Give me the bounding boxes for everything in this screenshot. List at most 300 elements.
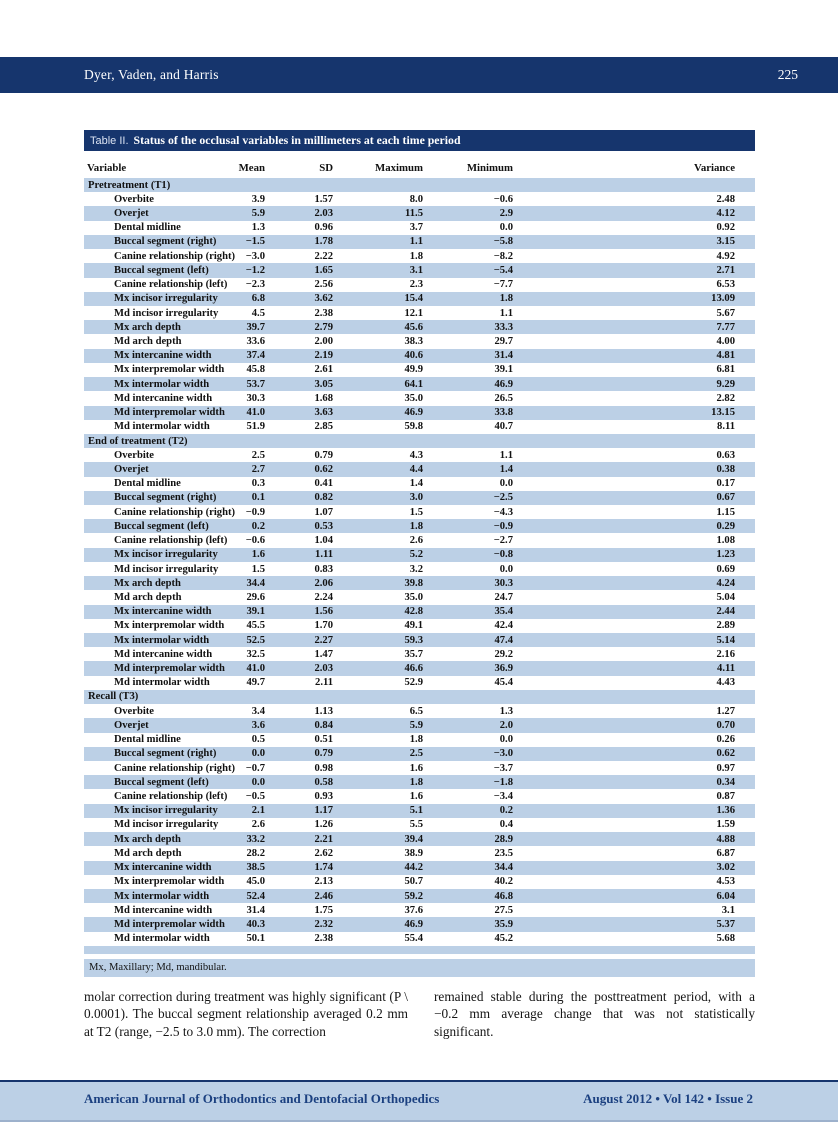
row-value: 0.82 (314, 492, 333, 504)
row-variable-label: Md intermolar width (114, 421, 210, 433)
row-value: 1.47 (314, 648, 333, 660)
row-value: −1.8 (493, 776, 513, 788)
row-value: 0.0 (499, 478, 513, 490)
row-value: 31.4 (494, 350, 513, 362)
row-value: 4.12 (716, 208, 735, 220)
row-value: 33.2 (246, 833, 265, 845)
row-value: 34.4 (494, 862, 513, 874)
table-row (84, 320, 755, 334)
row-value: 2.27 (314, 634, 333, 646)
row-value: 1.78 (314, 236, 333, 248)
row-value: 0.0 (251, 748, 265, 760)
table-label: Table II. (90, 135, 129, 147)
row-value: −3.4 (493, 791, 513, 803)
row-variable-label: Buccal segment (left) (114, 776, 209, 788)
row-variable-label: Mx incisor irregularity (114, 805, 218, 817)
row-variable-label: Md intermolar width (114, 933, 210, 945)
section-header-row: End of treatment (T2) (84, 434, 755, 448)
row-value: 3.02 (716, 862, 735, 874)
row-value: 40.7 (494, 421, 513, 433)
row-value: 59.8 (404, 421, 423, 433)
row-value: 1.4 (499, 463, 513, 475)
row-value: 4.5 (251, 307, 265, 319)
row-value: 1.8 (409, 520, 423, 532)
row-value: 45.5 (246, 620, 265, 632)
row-value: 35.7 (404, 648, 423, 660)
column-header-maximum: Maximum (375, 162, 423, 174)
table-row (84, 875, 755, 889)
running-head-authors: Dyer, Vaden, and Harris (84, 67, 219, 82)
row-value: 2.48 (716, 193, 735, 205)
table-row (84, 448, 755, 462)
row-variable-label: Mx intermolar width (114, 378, 210, 390)
row-variable-label: Mx interpremolar width (114, 364, 225, 376)
row-value: −4.3 (493, 506, 513, 518)
row-value: 5.04 (716, 591, 735, 603)
row-value: 1.1 (499, 449, 513, 461)
row-value: 38.9 (404, 847, 423, 859)
row-variable-label: Mx incisor irregularity (114, 293, 218, 305)
row-value: 6.8 (251, 293, 265, 305)
row-value: 3.4 (251, 705, 265, 717)
row-value: 41.0 (246, 663, 265, 675)
row-value: 1.1 (409, 236, 423, 248)
row-value: 3.63 (314, 407, 333, 419)
row-value: 1.5 (251, 563, 265, 575)
row-value: 3.1 (721, 904, 735, 916)
table-row (84, 619, 755, 633)
row-value: 0.79 (314, 748, 333, 760)
table-row (84, 519, 755, 533)
row-value: 0.53 (314, 520, 333, 532)
row-value: −0.5 (245, 791, 265, 803)
row-value: 27.5 (494, 904, 513, 916)
row-value: 0.29 (716, 520, 735, 532)
table-row (84, 861, 755, 875)
row-variable-label: Mx intercanine width (114, 350, 212, 362)
table-row (84, 491, 755, 505)
row-value: 1.70 (314, 620, 333, 632)
row-variable-label: Md arch depth (114, 847, 182, 859)
row-value: 3.05 (314, 378, 333, 390)
row-variable-label: Mx interpremolar width (114, 620, 225, 632)
row-value: −5.4 (493, 264, 513, 276)
row-value: 2.9 (499, 208, 513, 220)
row-value: 52.4 (246, 890, 265, 902)
row-value: 0.0 (499, 222, 513, 234)
row-variable-label: Mx interpremolar width (114, 876, 225, 888)
row-value: 2.71 (716, 264, 735, 276)
row-variable-label: Canine relationship (right) (114, 506, 236, 518)
row-variable-label: Buccal segment (right) (114, 236, 217, 248)
row-value: 59.2 (404, 890, 423, 902)
row-value: 0.2 (251, 520, 265, 532)
table-body (84, 178, 755, 946)
row-value: 1.3 (499, 705, 513, 717)
row-value: 0.17 (716, 478, 735, 490)
row-value: 46.9 (404, 918, 423, 930)
row-value: 4.3 (409, 449, 423, 461)
row-value: 47.4 (494, 634, 513, 646)
row-value: 6.5 (409, 705, 423, 717)
row-value: 0.2 (499, 805, 513, 817)
row-variable-label: Mx arch depth (114, 577, 181, 589)
row-value: 2.03 (314, 208, 333, 220)
table-row (84, 533, 755, 547)
row-value: 2.85 (314, 421, 333, 433)
row-value: 0.3 (251, 478, 265, 490)
row-value: 59.3 (404, 634, 423, 646)
row-value: 33.8 (494, 407, 513, 419)
row-value: 4.4 (409, 463, 423, 475)
row-value: 1.68 (314, 392, 333, 404)
row-value: 1.13 (314, 705, 333, 717)
row-variable-label: Dental midline (114, 222, 181, 234)
row-value: 2.46 (314, 890, 333, 902)
row-value: 1.8 (499, 293, 513, 305)
table-row (84, 605, 755, 619)
row-value: 30.3 (246, 392, 265, 404)
table-bottom-strip (84, 946, 755, 954)
table-footnote: Mx, Maxillary; Md, mandibular. (84, 959, 755, 977)
row-variable-label: Canine relationship (right) (114, 250, 236, 262)
table-row (84, 562, 755, 576)
table-row (84, 704, 755, 718)
row-value: 0.97 (716, 762, 735, 774)
table-row (84, 733, 755, 747)
row-value: 2.6 (409, 535, 423, 547)
row-value: 2.38 (314, 307, 333, 319)
row-value: 1.8 (409, 250, 423, 262)
row-value: 0.87 (716, 791, 735, 803)
row-value: 32.5 (246, 648, 265, 660)
row-value: 30.3 (494, 577, 513, 589)
running-head-bar (0, 57, 838, 93)
row-variable-label: Mx intermolar width (114, 634, 210, 646)
row-value: 31.4 (246, 904, 265, 916)
row-value: 49.1 (404, 620, 423, 632)
row-value: 28.2 (246, 847, 265, 859)
row-value: 0.0 (499, 563, 513, 575)
row-value: 36.9 (494, 663, 513, 675)
row-value: 1.56 (314, 606, 333, 618)
row-value: 5.37 (716, 918, 735, 930)
row-value: 1.3 (251, 222, 265, 234)
row-value: 38.3 (404, 336, 423, 348)
row-variable-label: Buccal segment (left) (114, 264, 209, 276)
row-value: 45.8 (246, 364, 265, 376)
table-row (84, 391, 755, 405)
row-variable-label: Mx arch depth (114, 833, 181, 845)
row-value: 13.09 (711, 293, 735, 305)
row-value: −0.6 (493, 193, 513, 205)
row-value: 1.6 (409, 762, 423, 774)
row-value: 1.5 (409, 506, 423, 518)
row-value: 2.24 (314, 591, 333, 603)
row-value: 0.98 (314, 762, 333, 774)
row-value: 0.5 (251, 734, 265, 746)
row-value: 8.0 (409, 193, 423, 205)
row-value: 1.07 (314, 506, 333, 518)
page-number: 225 (777, 67, 798, 82)
table-row (84, 917, 755, 931)
table-row (84, 775, 755, 789)
row-value: 40.2 (494, 876, 513, 888)
row-value: 5.5 (409, 819, 423, 831)
row-value: −7.7 (493, 279, 513, 291)
row-value: 39.1 (246, 606, 265, 618)
row-value: 4.43 (716, 677, 735, 689)
row-value: 1.1 (499, 307, 513, 319)
row-value: 3.1 (409, 264, 423, 276)
row-variable-label: Dental midline (114, 478, 181, 490)
row-value: 2.0 (499, 719, 513, 731)
row-value: −8.2 (493, 250, 513, 262)
row-value: −0.7 (245, 762, 265, 774)
row-value: 23.5 (494, 847, 513, 859)
row-value: 41.0 (246, 407, 265, 419)
row-variable-label: Canine relationship (right) (114, 762, 236, 774)
table-row (84, 747, 755, 761)
row-value: −1.2 (245, 264, 265, 276)
table-row (84, 306, 755, 320)
row-value: 6.04 (716, 890, 735, 902)
row-variable-label: Overjet (114, 463, 149, 475)
body-text-left-column: molar correction during treatment was highly significant (P \ 0.0001). The buccal segment relationship averaged 0.2 mm at T2 (range, −2.5 to 3.0 mm). The correction (84, 989, 408, 1039)
table-row (84, 761, 755, 775)
row-value: −2.7 (493, 535, 513, 547)
row-value: 39.4 (404, 833, 423, 845)
column-header-sd: SD (319, 162, 333, 174)
row-variable-label: Overjet (114, 208, 149, 220)
row-value: 5.68 (716, 933, 735, 945)
body-text-right-column: remained stable during the posttreatment period, with a −0.2 mm average change that was not statistically significant. (434, 989, 755, 1039)
row-value: 5.14 (716, 634, 735, 646)
row-value: 33.3 (494, 321, 513, 333)
row-value: 45.6 (404, 321, 423, 333)
row-value: 39.7 (246, 321, 265, 333)
row-value: 2.11 (315, 677, 333, 689)
row-value: −3.7 (493, 762, 513, 774)
row-value: 37.4 (246, 350, 265, 362)
row-value: 45.2 (494, 933, 513, 945)
row-value: 4.00 (716, 336, 735, 348)
row-value: −3.0 (245, 250, 265, 262)
table-row (84, 548, 755, 562)
row-variable-label: Canine relationship (left) (114, 791, 228, 803)
row-value: −0.9 (493, 520, 513, 532)
row-variable-label: Md intermolar width (114, 677, 210, 689)
row-value: 3.62 (314, 293, 333, 305)
row-value: 0.70 (716, 719, 735, 731)
table-row (84, 249, 755, 263)
row-value: 2.03 (314, 663, 333, 675)
row-value: 52.9 (404, 677, 423, 689)
row-value: 0.34 (716, 776, 735, 788)
row-variable-label: Md incisor irregularity (114, 819, 219, 831)
section-header-row: Recall (T3) (84, 690, 755, 704)
footer-issue-info: August 2012 • Vol 142 • Issue 2 (583, 1091, 753, 1106)
row-value: 2.61 (314, 364, 333, 376)
row-value: 55.4 (404, 933, 423, 945)
row-value: 1.75 (314, 904, 333, 916)
row-value: 1.57 (314, 193, 333, 205)
row-value: 1.17 (314, 805, 333, 817)
table-row (84, 221, 755, 235)
table-row (84, 647, 755, 661)
row-value: 0.26 (716, 734, 735, 746)
row-value: 3.15 (716, 236, 735, 248)
row-value: 1.8 (409, 734, 423, 746)
row-value: −1.5 (245, 236, 265, 248)
row-value: 5.67 (716, 307, 735, 319)
row-value: 4.24 (716, 577, 735, 589)
row-value: 29.2 (494, 648, 513, 660)
row-value: 3.6 (251, 719, 265, 731)
row-value: 1.15 (716, 506, 735, 518)
table-row (84, 292, 755, 306)
table-row (84, 576, 755, 590)
row-value: 4.92 (716, 250, 735, 262)
row-value: 64.1 (404, 378, 423, 390)
footer-journal-name: American Journal of Orthodontics and Dentofacial Orthopedics (84, 1091, 440, 1106)
row-value: 2.62 (314, 847, 333, 859)
row-value: 0.0 (251, 776, 265, 788)
row-variable-label: Md interpremolar width (114, 918, 225, 930)
row-value: −0.6 (245, 535, 265, 547)
row-value: 0.62 (716, 748, 735, 760)
row-value: 26.5 (494, 392, 513, 404)
table-row (84, 818, 755, 832)
table-row (84, 932, 755, 946)
row-value: 2.06 (314, 577, 333, 589)
table-row (84, 505, 755, 519)
row-value: 50.1 (246, 933, 265, 945)
table-row (84, 477, 755, 491)
table-row (84, 832, 755, 846)
table-row (84, 206, 755, 220)
row-value: 0.1 (251, 492, 265, 504)
table-row (84, 846, 755, 860)
table-row (84, 661, 755, 675)
row-value: 29.7 (494, 336, 513, 348)
table-column-header-row (84, 151, 755, 178)
row-value: 50.7 (404, 876, 423, 888)
table-row (84, 263, 755, 277)
row-value: 2.79 (314, 321, 333, 333)
row-value: 0.79 (314, 449, 333, 461)
row-value: 45.4 (494, 677, 513, 689)
row-value: 0.0 (499, 734, 513, 746)
row-value: 0.93 (314, 791, 333, 803)
row-value: 15.4 (404, 293, 423, 305)
row-variable-label: Md arch depth (114, 336, 182, 348)
row-value: 0.38 (716, 463, 735, 475)
row-value: 37.6 (404, 904, 423, 916)
row-value: 3.0 (409, 492, 423, 504)
row-value: 4.53 (716, 876, 735, 888)
row-variable-label: Md interpremolar width (114, 663, 225, 675)
row-value: 5.9 (409, 719, 423, 731)
row-value: 44.2 (404, 862, 423, 874)
row-value: 12.1 (404, 307, 423, 319)
row-value: −2.5 (493, 492, 513, 504)
row-value: 4.81 (716, 350, 735, 362)
row-variable-label: Md incisor irregularity (114, 307, 219, 319)
table-row (84, 334, 755, 348)
row-value: 5.2 (409, 549, 423, 561)
row-value: 9.29 (716, 378, 735, 390)
row-value: 1.6 (251, 549, 265, 561)
row-value: −3.0 (493, 748, 513, 760)
row-value: 39.8 (404, 577, 423, 589)
row-value: 1.23 (716, 549, 735, 561)
row-variable-label: Md arch depth (114, 591, 182, 603)
row-value: 2.00 (314, 336, 333, 348)
table-row (84, 235, 755, 249)
row-value: 3.2 (409, 563, 423, 575)
row-value: 35.4 (494, 606, 513, 618)
row-value: 4.11 (717, 663, 735, 675)
column-header-minimum: Minimum (466, 162, 513, 174)
row-value: 46.9 (494, 378, 513, 390)
table-title-bar (84, 130, 755, 151)
table-row (84, 377, 755, 391)
row-variable-label: Buccal segment (right) (114, 492, 217, 504)
row-variable-label: Md interpremolar width (114, 407, 225, 419)
column-header-variance: Variance (694, 162, 735, 174)
row-value: 0.58 (314, 776, 333, 788)
row-value: 0.4 (499, 819, 513, 831)
row-value: 0.83 (314, 563, 333, 575)
row-value: 1.74 (314, 862, 333, 874)
row-value: 1.8 (409, 776, 423, 788)
row-variable-label: Mx arch depth (114, 321, 181, 333)
table-row (84, 804, 755, 818)
row-value: 2.56 (314, 279, 333, 291)
row-value: 39.1 (494, 364, 513, 376)
row-value: 2.22 (314, 250, 333, 262)
row-variable-label: Canine relationship (left) (114, 279, 228, 291)
row-variable-label: Mx intermolar width (114, 890, 210, 902)
row-value: 46.6 (404, 663, 423, 675)
row-value: 33.6 (246, 336, 265, 348)
row-value: 52.5 (246, 634, 265, 646)
row-value: 1.26 (314, 819, 333, 831)
row-value: 40.6 (404, 350, 423, 362)
table-title: Status of the occlusal variables in millimeters at each time period (133, 133, 461, 147)
row-value: −0.9 (245, 506, 265, 518)
row-value: 24.7 (494, 591, 513, 603)
row-variable-label: Md intercanine width (114, 392, 213, 404)
row-value: 49.9 (404, 364, 423, 376)
row-value: 2.13 (314, 876, 333, 888)
row-value: 6.81 (716, 364, 735, 376)
row-variable-label: Buccal segment (right) (114, 748, 217, 760)
table-row (84, 278, 755, 292)
row-value: 1.65 (314, 264, 333, 276)
row-value: 49.7 (246, 677, 265, 689)
row-value: 42.4 (494, 620, 513, 632)
row-value: 11.5 (405, 208, 423, 220)
table-row (84, 192, 755, 206)
row-value: 1.11 (315, 549, 333, 561)
table-row (84, 349, 755, 363)
row-variable-label: Overbite (114, 705, 155, 717)
row-value: 35.0 (404, 591, 423, 603)
row-value: −5.8 (493, 236, 513, 248)
row-value: 35.9 (494, 918, 513, 930)
